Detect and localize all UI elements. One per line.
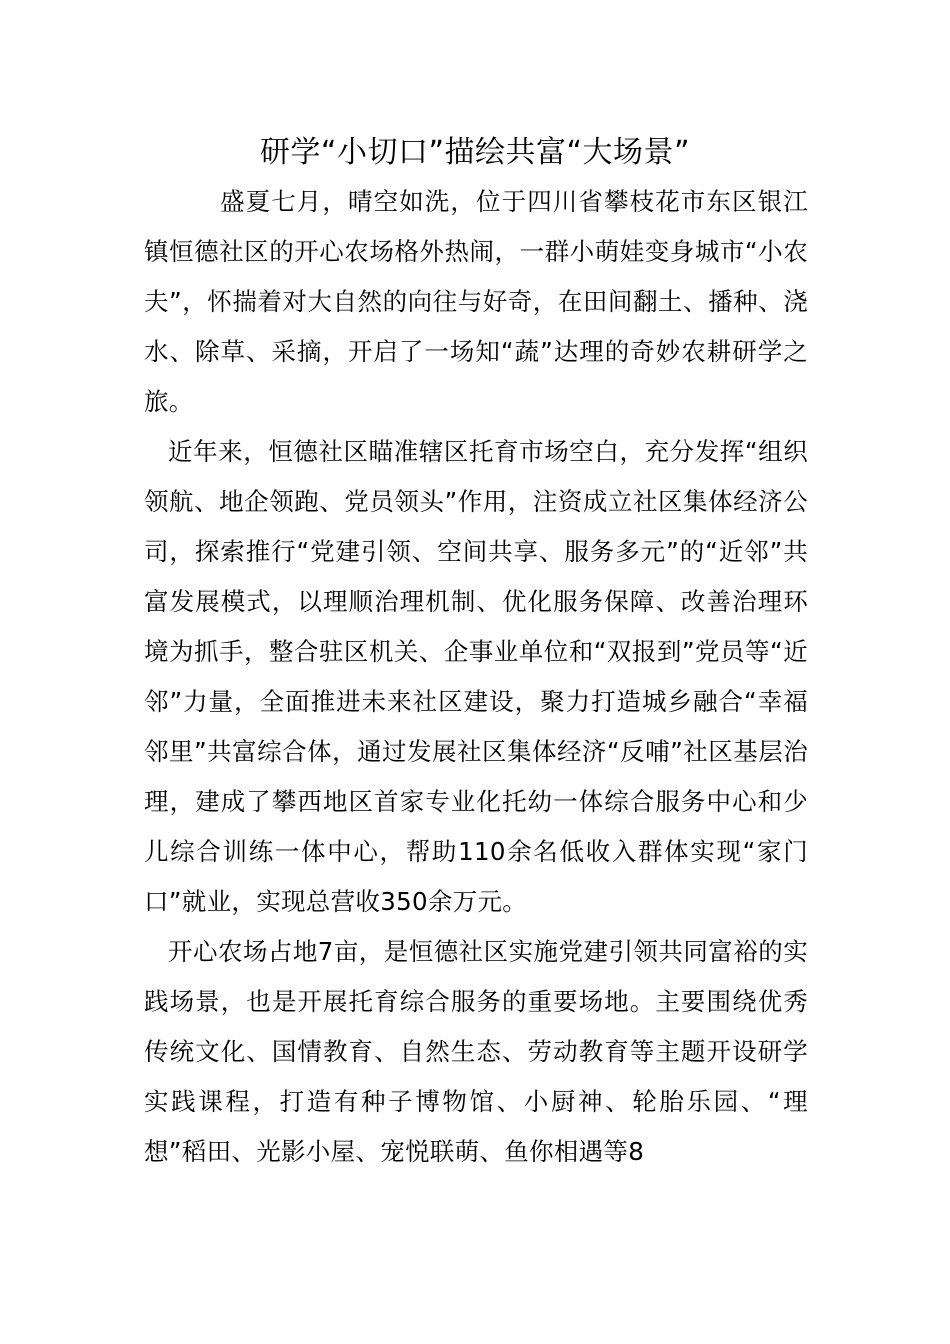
paragraph-3: 开心农场占地7亩，是恒德社区实施党建引领共同富裕的实践场景，也是开展托育综合服务的重要场地。主要围绕优秀传统文化、国情教育、自然生态、劳动教育等主题开设研学实践课程，打造有种子博物馆、小厨神、轮胎乐园、“理想”稻田、光影小屋、宠悦联萌、鱼你相遇等8 — [144, 937, 808, 1166]
document-title: 研学“小切口”描绘共富“大场景” — [259, 135, 691, 170]
paragraph-2: 近年来，恒德社区瞄准辖区托育市场空白，充分发挥“组织领航、地企领跑、党员领头”作用，注资成立社区集体经济公司，探索推行“党建引领、空间共享、服务多元”的“近邻”共富发展模式，以理顺治理机制、优化服务保障、改善治理环境为抓手，整合驻区机关、企事业单位和“双报到”党员等“近邻”力量，全面推进未来社区建设，聚力打造城乡融合“幸福邻里”共富综合体，通过发展社区集体经济“反哺”社区基层治理，建成了攀西地区首家专业化托幼一体综合服务中心和少儿综合训练一体中心，帮助110余名低收入群体实现“家门口”就业，实现总营收350余万元。 — [144, 437, 808, 916]
document-body — [144, 177, 808, 1177]
paragraph-1: 盛夏七月，晴空如洗，位于四川省攀枝花市东区银江镇恒德社区的开心农场格外热闹，一群小萌娃变身城市“小农夫”，怀揣着对大自然的向往与好奇，在田间翻土、播种、浇水、除草、采摘，开启了一场知“蔬”达理的奇妙农耕研学之旅。 — [144, 187, 808, 416]
